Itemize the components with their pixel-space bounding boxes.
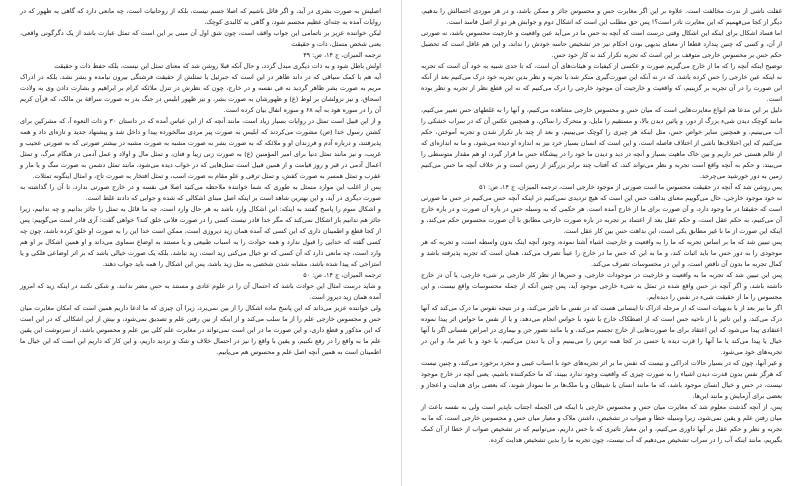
paragraph: و شاید درست امثال این حوادث باشد که احتمال آن را در علوم عادی و مستند به حس مضر ندانند، و شکی نکنند در اینکه زید که امروز آمده همان زید دیروز است. (20, 282, 381, 301)
page-gutter (401, 0, 402, 486)
paragraph: اولش باطل شود و به ذات دیگری مبدل گردد، و حال آنکه قبلا روشن شد که معنای تمثل این نیست، بلکه حفظ ذات و حقیقت (54, 62, 381, 70)
paragraph: دلیل بر این مدعا هم انواع مغایرت‌هایی است که میان حس و محسوس خارجی مشاهده می‌کنیم، و آنها را به غلطهای حس تعبیر می‌کنیم، مانند کوچک دیدن شیء بزرگ از دور، و پائین دیدن بالا، و مستقیم را مایل، و متحرک را ساکن، و همچنین عکس آن که در سراب خشکی را آب می‌بینیم، و همچنین سایر خواص حس، مثل اینکه هر چیزی را کوچک می‌بینیم، و بعد از چند بار تکرار شدن و تجربه آموختن، حکم می‌کنیم که این اختلاف‌ها ناشی از اختلاف فاصله است، و این است که انسان بسیار خرد نیز به اندازه او دیده می‌شود، و ما به اندازه‌ای که از عالم هستی خبر داریم و بین خاک ماهیت بسیار و آنچه در دید و دیدن ما خود را در پیشگاه حس ما قرار گیرد، او هم مقدار متوسطی را می‌بیند، و حکم به آنچه واقع است تجربه و نظر می‌تواند کند، که آفتاب چند برابر بزرگتر از زمین است و بر خلاف آنچه ما حس می‌کنیم زمین به دور خورشید می‌چرخد. (421, 106, 782, 180)
paragraph: پس روشن شد که آنچه در حقیقت محسوس ما است صورتی از موجود خارجی است، ترجمه المیزان، ج ۱۴، ص: ۵۱ (479, 183, 782, 191)
paragraph: آیه هم با کمک سیاقی که در داند ظاهر در این است که جبرئیل یا تمثلش از حقیقت فرشتگی بیرون نیامده و بشر نشد، بلکه در ادراک مریم به صورت بشر ظاهر گردید نه فی نفسه و در خارج، چون که نظرش در تنزل ملائکه کرام بر ابراهیم و بشارت دادن وی به ولادت اسحاق، و نیز نزولشان بر لوط (ع) و ظهورشان به صورت بشر، و نیز ظهور ابلیس در جنگ بدر به صورت سراقة بن مالک، که قرآن کریم آن را در سوره هود به آیه ۶۸ و سوره انفال بیان کرده است. (20, 73, 381, 114)
paragraph: غفلت ناشی از ندرت مخالفت است. علاوه بر این اگر مغایرت حس و محسوس جائز و ممکن باشد، و در هر موردی احتمالش را بدهیم، دیگر از کجا می‌فهمیم که این مغایرت نادر است؟! پس حق مطلب این است که اشکال دوم و جوابش هر دو از اصل فاسد است. (421, 7, 782, 26)
paragraph: ترجمه المیزان، ج ۱۴، ص: ۴۹ (303, 51, 381, 59)
paragraph: و غیر آنها، چون که در بسیار حالات ادراکی و نیست که نفس ما بر اثر تجربه‌های خود با اسباب غیبی و مجرد برخورد می‌کند، و چنین نیست که هرگز نفس بدون قدرت دیدن اشیاء را به صورت چیزی که واقعیت وجود ندارد ببیند، که ما حکم‌کننده باشیم، یعنی آنچه در خارج موجود نیست، در حس و خیال انسان موجود باشد، که ما مانند انسان یا شیطان و یا ملک‌ها بر ما نمودار شوند، که بعضی برای هدایت و اعجاز و بعضی برای آزمایش و مانند این‌ها. (421, 359, 782, 400)
paragraph: پس، از آنچه گذشت معلوم شد که مغایرت میان حس و محسوس خارجی با اینکه فی الجمله اجتناب ناپذیر است ولی به نفسه باعث از میان رفتن علم و یقین نمی‌شود، زیرا وسیله خطا و صواب در تشخیص، داشتن ملاک و معیار میان حس و محسوس خارجی است، که ما به تجربه و نظر و حکم عقل بر آنها داوری می‌کنیم، و این معیار تاثیری که با حس داریم، می‌توانیم که در تشخیص صواب از خطا از آن کمک بگیریم، مانند اینکه آب را در سراب تشخیص می‌دهیم که آب نیست، چون تجربه ما را بدین تشخیص هدایت کرده. (421, 403, 782, 444)
page-left (0, 0, 401, 486)
paragraph: پس از اغلب این موارد متمثل به طوری که شما خواننده ملاحظه می‌کنید اصلا فی نفسه و در خارج صورتی ندارد، تا آن را گذاشته به صورت دیگری در آید، و این بهترین شاهد است بر اینکه اصل مبنای اشکالی که شده و جوابی که دادند غلط است. (20, 183, 381, 202)
paragraph: اصلیش به صورت بشری در آید، و اگر قائل باشیم که اصلا جسم نیست، بلکه از روحانیات است، چه مانعی دارد که گاهی به ظهور که در روایات آمده به جثه‌ای عظیم مجسم شود، و گاهی به کالبدی کوچک. (20, 7, 381, 26)
paragraph: نه خود موجود خارجی، حال می‌گوییم معنای بداهت حس این است که هیچ تردیدی نمی‌کنیم در اینکه آنچه حس می‌کنیم در حس ما صورتی است که حقیقتا در ما وجود دارد، و آن صورت برای ما از خارج آمده است. هر حکمی که به وسیله حس در باره آن صورت و در باره خارج آن می‌کنیم، به حکم عقل است، و حکم عقل بعد از اعتماد بر تجربه در باره صورت خارجی مطابق با آن صورت محسوس حکم می‌کند، و اینکه این صورت از ما با غیر مطابق یکی است، این بداهت حس بین کار عقل است. (421, 194, 782, 235)
paragraph: لیکن خواننده عزیز بر ناتمامی این جواب واقف است، چون شق اول آن مبنی بر این است که تمثل عبارت باشد از یک دگرگونی واقعی، یعنی شخص متمثل، ذات و حقیقت (20, 29, 381, 48)
paragraph: توضیح اینکه آنچه را که ما از خارج می‌گیریم صورت و عکسی از کیفیات و هیئات‌های آن است، که تا حدی شبیه به خود آن است که تجربه نه اینکه عین خارجی را حس کرده باشد، که در نه آنکه این صورت‌گیری منکر شد یا تجربه و نظر بدین تجربه خود درک می‌کنیم بعد از آنکه این صورت را در آن تجربه بر گزینیم، که واقعیت و خارجیت آن موجود خارجی را درک می‌کنیم که نه این قطع نظر از تجربه و نظر بوده است. (421, 62, 782, 103)
page-right (401, 0, 802, 486)
paragraph: و از این قبیل است تمثل در روایات بسیار زیاد است، مانند آنچه که از ابن عباس آمده که در داستان ۳۰ و ذات النعوه آ، که مشرکین برای کشتن رسول خدا (ص) مشورت می‌کردند که ابلیس به صورت پیر مردی سالخورده پیدا و داخل شد و پیشنهاد جدید و تازه‌ای داد و همه پذیرفتند، و درباره آدم و فرزندان او و ملائکه که به صورت بشر به صورت مشبه به صورت مشبه در بیشتر صورتی که به صورتی عجیب و غریب، و نیز مانند تمثل دنیا برای امیر المؤمنین (ع) به صورت زنی زیبا و فتان، و تمثل مال و اولاد و عمل آدمی در هنگام مرگ، و تمثل اعمال آدمی در قبر و روز قیامت و از همین قبیل است تمثل‌هایی که در خواب دیده می‌شود، مانند تمثل دشمن به صورت سگ و یا مار و عقرب و تمثل همسر به صورت کفش، و تمثل ترقی و علو مقام به صورت اسب، و تمثل افتخار به صورت تاج، و امثال اینگونه تمثلات. (20, 117, 381, 180)
paragraph: ولی خواننده عزیز می‌داند که این پاسخ ماده اشکال را از بین نمی‌برد، زیرا آن چیزی که ما ادعا داریم همین است که امکان مغایرت میان حس و محسوس خارجی علم را از ما سلب می‌کند و از اینکه از بین رفتن علم و تصدیق نمی‌شود، و بیش از این اشکالی که در این است که این مذکور و قطع داری، و این صورت ما در این است نمی‌تواند در مغایرت علم کلی بین علم و محسوس باشد، از سرنوشت این یقین علم ما به واقع را در رفع نکنیم، و یقین با واقع را نیز در احتمال خلاف و شک و تردید داریم، و این کار که داریم این است که این خیال ما اطمینان است به همین آنچه اصل علم و محسوس هم می‌یابیم. (20, 304, 381, 356)
paragraph: پس تبیین شد که ما بر اساس تجربه که ما را به واقعیت و خارجیت اشیاء آشنا نموده، وجود آنچه اینک بدون واسطه است، و تجربه که هر موجودی را به دور حس ما باید اثبات کند، و ما به این که حس ما در خارج را عیناً تصرف می‌کند، همان است که تجربه پذیرفته باشد و کمال تجربه ما بدون آن ناقص است، و این در محسوسات تصرف می‌کند. (421, 238, 782, 268)
paragraph: اما فساد اشکال برای اینکه این اشکال وقتی درست است که آنچه به حس ما در می‌آید عین واقعیت و خارجیت محسوس باشد، نه صورتی از آن، و کسی که چنین پندارد قطعا از معنای بدیهی بودن احکام نیز جز تشخیص حاسه خودش را نداند، و این هم غافل است که تحصیل حکم حس بر محسوس خارجی متوقف بر این است که تجربه تکرار کند نه کار خود حس. (421, 29, 782, 59)
paragraph: پس این تبیین شد که تجربه ما به واقعیت و خارجیت در موجودات خارجی، و حس‌ها از نظر کار خارجی بر شیء خارجی، یا آن در خارج داشته باشد، و اگر آنچه در حس واقع شده در تمثل به شیء خارجی موجود آید، پس چنین آنکه از جمله محسوسات واقع نیست، و این محسوس را ما از حقیقت شیء در نفس را دیده‌ایم. (421, 271, 782, 301)
paragraph: و اشکال سوم را پاسخ گفتند به اینکه: این اشکال وارد باشد به هر حال وارد است، چه ما قائل به تمثل را جائز بدانیم و چه ندانیم، زیرا جائز هم ندانیم باز اشکال نمی‌کند که مگر خدا قادر نیست کسی را در صورت فلانی خلق کند؟ خواهی گفت: آری قادر است می‌گوییم: پس از کجا قطع و اطمینان داری که این کسی که آمده همان زید دیروزی است، ممکن است خدا این را به صورت او خلق کرده باشد، چون چه کسی گفته که خدایی را قبول ندارد و همه حوادث را به اسباب طبیعی و یا مستند به اوضاع سماوی می‌داند و او همین اشکال بر او هم وارد است، چه مانعی دارد که آن کسی که تو خیال می‌کنی زید است، زید نباشد، بلکه یک صورت خیالی باشد که بر اثر اوضاعی فلکی و یا امتزاجی که پیدا شده باشد، مشابه شدن شخصی به مثل زید باشد، پس این اشکال را همه باید جواب دهند. (20, 205, 381, 268)
paragraph: اگر ما نیز بعد از با بدیهیات است که از مرحله ادراک تا اینسانی هست که در نفس ما تاثیر می‌کند، و در نتیجه نفوس ما درک می‌کند که آنها درک می‌کند، و این تاثیر یا از ناحیه حس است که از اصطکاک خارج یا شود با حواس انجام می‌دهد، و یا از نفس ما حواس اثر پیدا نموده اعتقادی پیدا می‌شود که این اعتقاد برای ما صورت‌هایی از خارج تجسم می‌کند، و یا مانند تصور جن و بیماری در امراض نفسانی اگر با آنها خیال یا پیدا می‌کند یا ما آنها را قرب دیده یا حسی در کجا همه ترس را می‌بینیم و آن یا دیدن می‌کنیم، یا خود و یا غیر ما، و این در تجربه‌های خود می‌شود. (421, 304, 782, 356)
paragraph: ترجمه المیزان، ج ۱۴، ص: ۵۰ (303, 271, 381, 279)
